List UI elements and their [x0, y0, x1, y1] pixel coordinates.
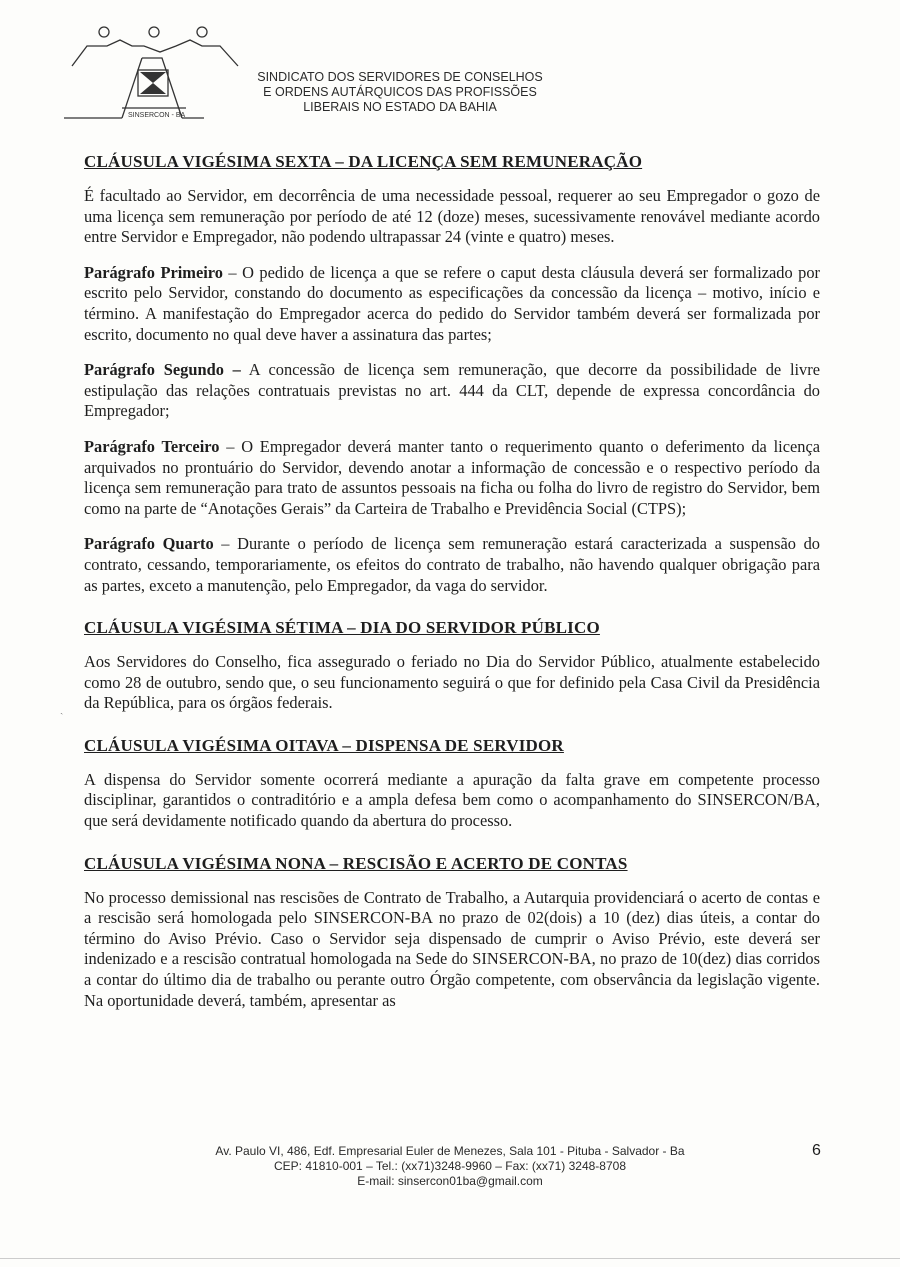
- clause-29-text: [84, 888, 820, 1012]
- paragraph-text: – Durante o período de licença sem remuneração estará caracterizada a suspensão do contrato, cessando, temporariamente, os efeitos do contrato de trabalho, não havendo qualquer obrigação para as partes, exceto a manutenção, pelo Empregador, da vaga do servidor.: [84, 534, 820, 595]
- scan-edge-line: [0, 1258, 900, 1259]
- clause-26-caput: [84, 186, 820, 248]
- document-body: [84, 152, 820, 1026]
- paragraph-label: Parágrafo Segundo –: [84, 360, 241, 380]
- org-line: LIBERAIS NO ESTADO DA BAHIA: [303, 100, 497, 114]
- page-number: 6: [812, 1142, 821, 1159]
- footer-address: Av. Paulo VI, 486, Edf. Empresarial Euler de Menezes, Sala 101 - Pituba - Salvador - Ba: [215, 1144, 685, 1158]
- paragraph-text: A concessão de licença sem remuneração, que decorre da possibilidade de livre estipulação das relações contratuais previstas no art. 444 da CLT, depende de expressa concordância do Empregador;: [84, 360, 820, 421]
- clause-26-paragraph-4: [84, 534, 820, 596]
- clause-29-title: CLÁUSULA VIGÉSIMA NONA – RESCISÃO E ACERTO DE CONTAS: [84, 853, 628, 873]
- clause-28-title: CLÁUSULA VIGÉSIMA OITAVA – DISPENSA DE SERVIDOR: [84, 735, 564, 755]
- paragraph-text: – O Empregador deverá manter tanto o requerimento quanto o deferimento da licença arquivados no prontuário do Servidor, devendo anotar a informação de concessão e o respectivo período da licença sem remuneração para trato de assuntos pessoais na ficha ou folha do livro de registro do Servidor, bem como na parte de “Anotações Gerais” da Carteira de Trabalho e Previdência Social (CTPS);: [84, 436, 820, 518]
- clause-26-paragraph-3: [84, 437, 820, 519]
- paragraph-label: Parágrafo Terceiro: [84, 436, 220, 456]
- clause-26-paragraph-2: [84, 360, 820, 422]
- org-line: SINDICATO DOS SERVIDORES DE CONSELHOS: [257, 70, 543, 84]
- paragraph-text: – O pedido de licença a que se refere o caput desta cláusula deverá ser formalizado por escrito pelo Servidor, constando do documento as especificações da concessão da licença – motivo, início e término. A manifestação do Empregador acerca do pedido do Servidor também deverá ser formalizada por escrito, documento no qual deve haver a assinatura das partes;: [84, 262, 821, 344]
- clause-26-paragraph-1: [84, 263, 820, 345]
- sinsercon-logo: [62, 18, 242, 130]
- clause-26-title: CLÁUSULA VIGÉSIMA SEXTA – DA LICENÇA SEM REMUNERAÇÃO: [84, 152, 643, 171]
- organization-name: [240, 70, 560, 115]
- logo-graphic: [62, 18, 242, 130]
- footer-contact: CEP: 41810-001 – Tel.: (xx71)3248-9960 – Fax: (xx71) 3248-8708: [274, 1159, 626, 1173]
- paragraph-label: Parágrafo Primeiro: [84, 262, 223, 282]
- clause-28-text: [84, 770, 820, 832]
- clause-27-caput-text: Aos Servidores do Conselho, fica assegurado o feriado no Dia do Servidor Público, atualmente estabelecido como 28 de outubro, sendo que, o seu funcionamento seguirá o que for definido pela Casa Civil da Presidência da República, para os órgãos federais.: [84, 652, 820, 713]
- footer-email: E-mail: sinsercon01ba@gmail.com: [357, 1174, 543, 1188]
- paragraph-label: Parágrafo Quarto: [84, 534, 214, 554]
- clause-27-title: CLÁUSULA VIGÉSIMA SÉTIMA – DIA DO SERVIDOR PÚBLICO: [84, 618, 600, 638]
- clause-28-caput-text: A dispensa do Servidor somente ocorrerá mediante a apuração da falta grave em competente processo disciplinar, garantidos o contraditório e a ampla defesa bem como o acompanhamento do SINSERCON/BA, que será devidamente notificado quando da abertura do processo.: [84, 769, 820, 831]
- clause-27-text: [84, 652, 820, 714]
- clause-29-caput-text: No processo demissional nas rescisões de Contrato de Trabalho, a Autarquia providenciará o acerto de contas e a rescisão será homologada pelo SINSERCON-BA no prazo de 02(dois) a 10 (dez) dias úteis, a contar do término do Aviso Prévio. Caso o Servidor seja dispensado de cumprir o Aviso Prévio, este deverá ser indenizado e a rescisão contratual homologada na Sede do SINSERCON-BA, no prazo de 10(dez) dias corridos a contar do último dia de trabalho ou perante outro Órgão competente, com observância da legislação vigente. Na oportunidade deverá, também, apresentar as: [84, 887, 820, 1010]
- clause-26-caput-text: É facultado ao Servidor, em decorrência de uma necessidade pessoal, requerer ao seu Empregador o gozo de uma licença sem remuneração por período de até 12 (doze) meses, sucessivamente renovável mediante acordo entre Servidor e Empregador, não podendo ultrapassar 24 (vinte e quatro) meses.: [84, 186, 820, 247]
- org-line: E ORDENS AUTÁRQUICOS DAS PROFISSÕES: [263, 85, 537, 99]
- scan-mark: ˏ: [60, 704, 64, 715]
- page-footer: [130, 1144, 770, 1189]
- logo-text: SINSERCON - BA: [128, 112, 186, 119]
